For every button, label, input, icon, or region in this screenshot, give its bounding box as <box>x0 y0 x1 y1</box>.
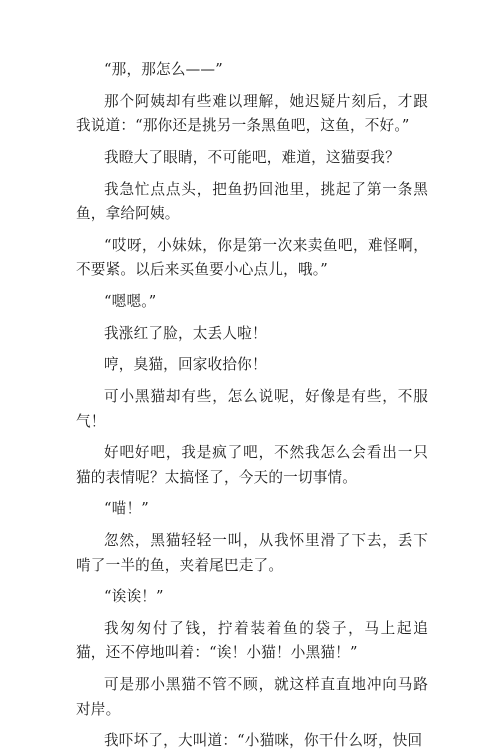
paragraph-1: “那，那怎么——” <box>104 61 223 78</box>
paragraph-5: “哎呀，小妹妹，你是第一次来卖鱼吧，难怪啊，不要紧。以后来买鱼要小心点儿，哦。” <box>76 236 428 279</box>
paragraph-16: 我吓坏了，大叫道：“小猫咪，你干什么呀，快回 <box>104 732 423 750</box>
paragraph-6: “嗯嗯。” <box>104 292 157 310</box>
paragraph-12: 忽然，黑猫轻轻一叫，从我怀里滑了下去，丢下啃了一半的鱼，夹着尾巴走了。 <box>76 532 428 574</box>
paragraph-8: 哼，臭猫，回家收拾你！ <box>104 356 267 374</box>
paragraph-9: 可小黑猫却有些，怎么说呢，好像是有些，不服气！ <box>76 388 428 430</box>
paragraph-2: 那个阿姨却有些难以理解，她迟疑片刻后，才跟我说道：“那你还是挑另一条黑鱼吧，这鱼，不好。” <box>76 92 428 135</box>
paragraph-3: 我瞪大了眼睛，不可能吧，难道，这猫耍我？ <box>104 148 400 166</box>
paragraph-13: “诶诶！” <box>104 588 164 606</box>
paragraph-14: 我匆匆付了钱，拧着装着鱼的袋子，马上起追猫，还不停地叫着：“诶！小猫！小黑猫！” <box>76 619 428 662</box>
paragraph-15: 可是那小黑猫不管不顾，就这样直直地冲向马路对岸。 <box>76 676 428 718</box>
paragraph-11: “喵！” <box>104 500 149 518</box>
paragraph-7: 我涨红了脸，太丢人啦！ <box>104 324 267 342</box>
paragraph-10: 好吧好吧，我是疯了吧，不然我怎么会看出一只猫的表情呢？太搞怪了，今天的一切事情。 <box>76 444 428 486</box>
document-page <box>76 58 428 754</box>
paragraph-4: 我急忙点点头，把鱼扔回池里，挑起了第一条黑鱼，拿给阿姨。 <box>76 180 428 223</box>
